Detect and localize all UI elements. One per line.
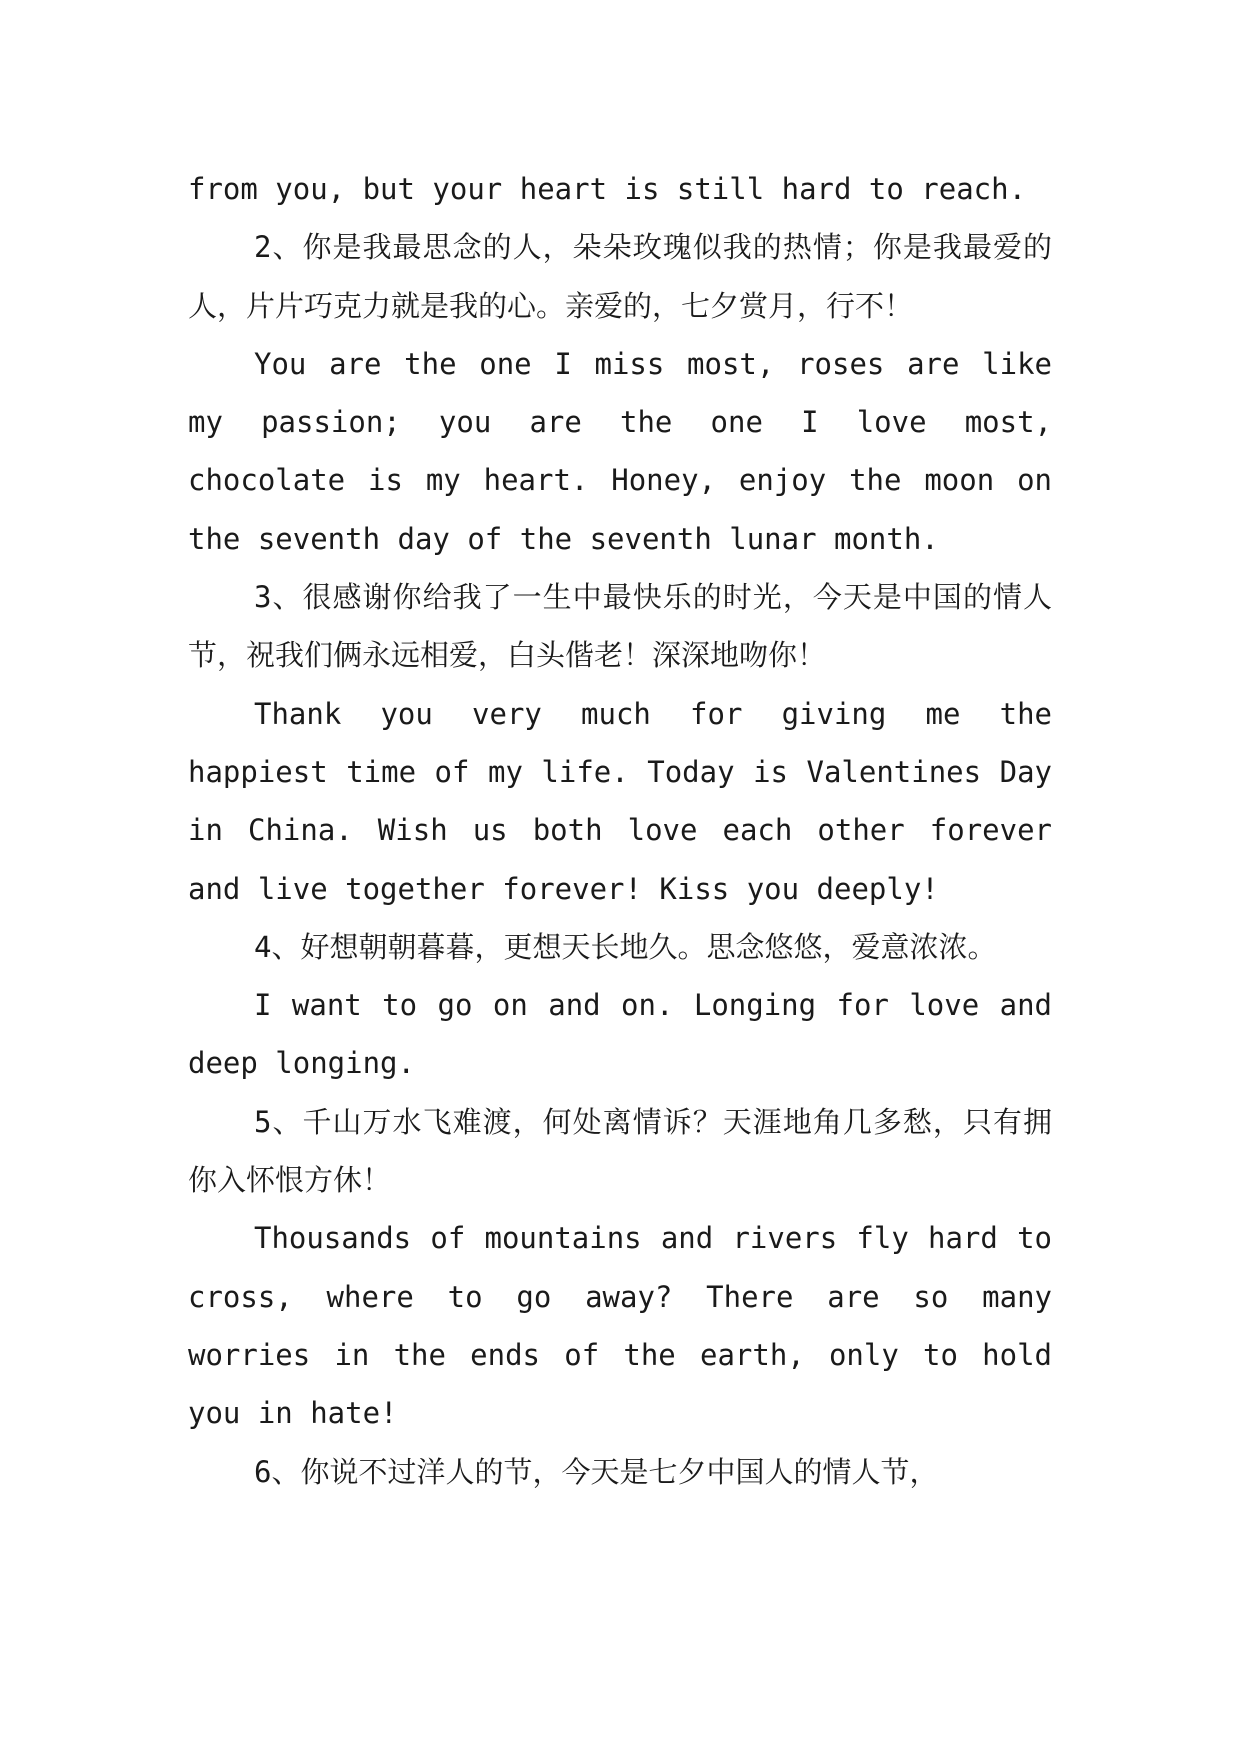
paragraph-continuation: from you, but your heart is still hard to reach.: [188, 172, 1027, 206]
document-body: [188, 160, 1052, 1501]
paragraph-2-chinese: 2、你是我最思念的人，朵朵玫瑰似我的热情；你是我最爱的人，片片巧克力就是我的心。亲爱的，七夕赏月，行不！: [188, 230, 1052, 323]
paragraph-4-english: I want to go on and on. Longing for love and deep longing.: [188, 988, 1052, 1081]
paragraph-3-chinese: 3、很感谢你给我了一生中最快乐的时光，今天是中国的情人节，祝我们俩永远相爱，白头偕老！深深地吻你！: [188, 580, 1052, 673]
paragraph-5-english: Thousands of mountains and rivers fly hard to cross, where to go away? There are so many worries in the ends of the earth, only to hold you in hate!: [188, 1221, 1052, 1431]
paragraph-2-english: You are the one I miss most, roses are like my passion; you are the one I love most, chocolate is my heart. Honey, enjoy the moon on the seventh day of the seventh lunar month.: [188, 346, 1052, 556]
paragraph-6-chinese: 6、你说不过洋人的节，今天是七夕中国人的情人节，: [254, 1454, 939, 1489]
paragraph-3-english: Thank you very much for giving me the happiest time of my life. Today is Valentines Day in China. Wish us both love each other forever and live together forever! Kiss you deeply!: [188, 696, 1052, 906]
paragraph-4-chinese: 4、好想朝朝暮暮，更想天长地久。思念悠悠，爱意浓浓。: [254, 929, 997, 964]
paragraph-5-chinese: 5、千山万水飞难渡，何处离情诉？天涯地角几多愁，只有拥你入怀恨方休！: [188, 1104, 1052, 1198]
